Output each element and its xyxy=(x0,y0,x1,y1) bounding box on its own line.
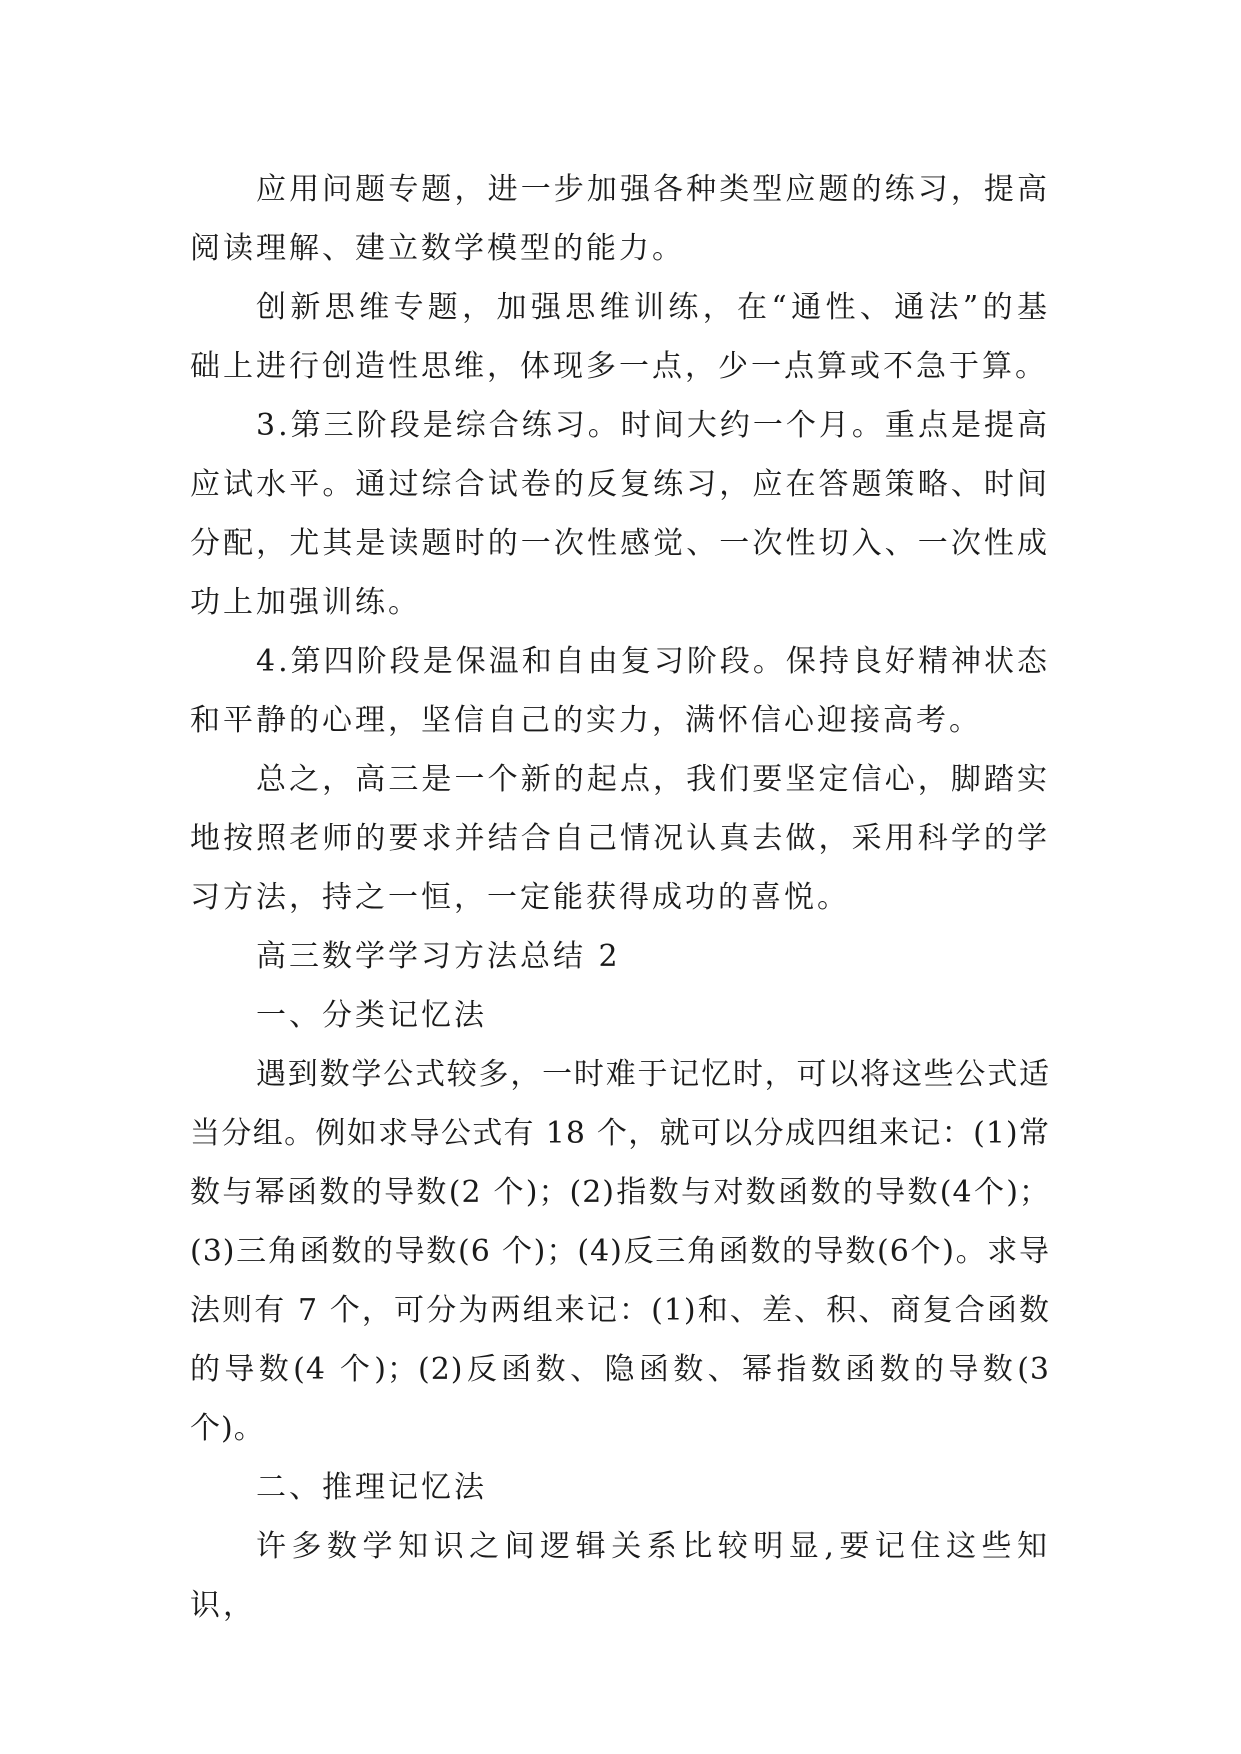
paragraph-summary: 总之，高三是一个新的起点，我们要坚定信心，脚踏实地按照老师的要求并结合自己情况认真去做，采用科学的学习方法，持之一恒，一定能获得成功的喜悦。 xyxy=(190,762,1050,915)
paragraph-stage-three: 3.第三阶段是综合练习。时间大约一个月。重点是提高应试水平。通过综合试卷的反复练习，应在答题策略、时间分配，尤其是读题时的一次性感觉、一次性切入、一次性成功上加强训练。 xyxy=(190,408,1050,620)
paragraph-stage-four: 4.第四阶段是保温和自由复习阶段。保持良好精神状态和平静的心理，坚信自己的实力，满怀信心迎接高考。 xyxy=(190,644,1050,738)
paragraph-classification-memory: 遇到数学公式较多，一时难于记忆时，可以将这些公式适当分组。例如求导公式有 18 个，就可以分成四组来记：(1)常数与幂函数的导数(2 个)；(2)指数与对数函数的导数(4个)；(3)三角函数的导数(6 个)；(4)反三角函数的导数(6个)。求导法则有 7 个，可分为两组来记：(1)和、差、积、商复合函数的导数(4 个)；(2)反函数、隐函数、幂指数函数的导数(3 个)。 xyxy=(190,1057,1050,1446)
paragraph-reasoning-memory: 许多数学知识之间逻辑关系比较明显,要记住这些知识， xyxy=(190,1529,1050,1623)
paragraph-applied-problems: 应用问题专题，进一步加强各种类型应题的练习，提高阅读理解、建立数学模型的能力。 xyxy=(190,172,1050,266)
subheading-reasoning-memory: 二、推理记忆法 xyxy=(256,1470,487,1505)
paragraph-innovative-thinking: 创新思维专题，加强思维训练，在“通性、通法”的基础上进行创造性思维，体现多一点，少一点算或不急于算。 xyxy=(190,290,1050,384)
document-body xyxy=(190,160,1050,1635)
subheading-classification-memory: 一、分类记忆法 xyxy=(256,998,487,1033)
section-title: 高三数学学习方法总结 2 xyxy=(256,939,621,974)
